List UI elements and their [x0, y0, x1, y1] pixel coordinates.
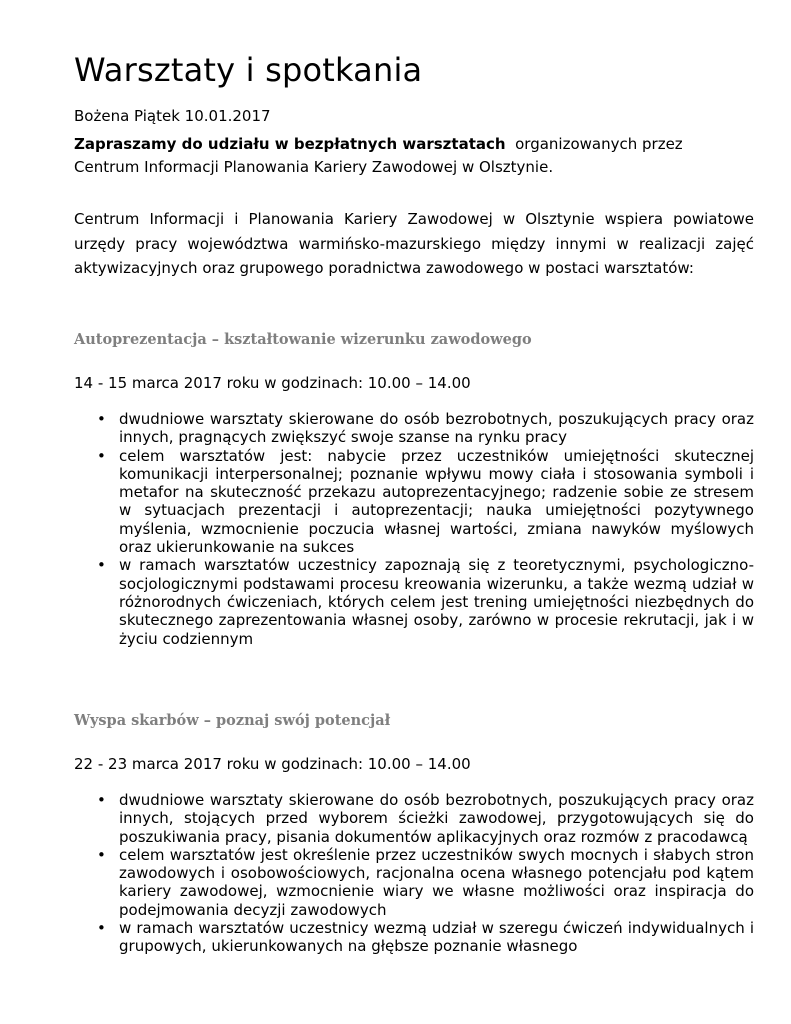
list-item: [74, 919, 754, 956]
section-date: 22 - 23 marca 2017 roku w godzinach: 10.00 – 14.00: [74, 755, 471, 773]
list-item: [74, 410, 754, 447]
bullet-list: [74, 410, 754, 648]
bullet-dot-icon: •: [97, 410, 106, 428]
list-item: [74, 556, 754, 647]
description-paragraph: Centrum Informacji i Planowania Kariery Zawodowej w Olsztynie wspiera powiatowe urzędy pracy województwa warmińsko-mazurskiego między innymi w realizacji zajęć aktywizacyjnych oraz grupowego poradnictwa zawodowego w postaci warsztatów:: [74, 210, 754, 277]
page-title: Warsztaty i spotkania: [74, 51, 423, 89]
intro-bold-text: Zapraszamy do udziału w bezpłatnych warsztatach: [74, 135, 506, 153]
bullet-list: [74, 791, 754, 956]
list-item: [74, 846, 754, 919]
intro-text: organizowanych przez: [515, 135, 683, 153]
bullet-dot-icon: •: [97, 446, 106, 465]
bullet-dot-icon: •: [97, 919, 106, 938]
bullet-dot-icon: •: [97, 845, 106, 864]
section-date: 14 - 15 marca 2017 roku w godzinach: 10.00 – 14.00: [74, 374, 471, 392]
intro-paragraph: [74, 133, 754, 179]
list-item-text: w ramach warsztatów uczestnicy wezmą udział w szeregu ćwiczeń indywidualnych i grupowych, ukierunkowanych na głębsze poznanie własnego: [119, 919, 754, 956]
section-heading-wyspa-skarbow: Wyspa skarbów – poznaj swój potencjał: [74, 712, 391, 729]
author-date-line: Bożena Piątek 10.01.2017: [74, 107, 271, 125]
list-item-text: celem warsztatów jest określenie przez uczestników swych mocnych i słabych stron zawodowych i osobowościowych, racjonalna ocena własnego potencjału pod kątem kariery zawodowej, wzmocnienie wiary we własne możliwości oraz inspiracja do podejmowania decyzji zawodowych: [119, 845, 754, 919]
list-item-text: w ramach warsztatów uczestnicy zapoznają się z teoretycznymi, psychologiczno-socjologicznymi podstawami procesu kreowania wizerunku, a także wezmą udział w różnorodnych ćwiczeniach, których celem jest trening umiejętności niezbędnych do skutecznego zaprezentowania własnej osoby, zarówno w procesie rekrutacji, jak i w życiu codziennym: [119, 556, 754, 648]
bullet-dot-icon: •: [97, 791, 106, 809]
list-item: [74, 447, 754, 557]
section-heading-autoprezentacja: Autoprezentacja – kształtowanie wizerunku zawodowego: [74, 331, 532, 348]
intro-text-line-2: Centrum Informacji Planowania Kariery Zawodowej w Olsztynie.: [74, 158, 554, 176]
list-item-text: celem warsztatów jest: nabycie przez uczestników umiejętności skutecznej komunikacji interpersonalnej; poznanie wpływu mowy ciała i stosowania symboli i metafor na skuteczność przekazu autoprezentacyjnego; radzenie sobie ze stresem w sytuacjach prezentacji i autoprezentacji; nauka umiejętności pozytywnego myślenia, wzmocnienie poczucia własnej wartości, zmiana nawyków myślowych oraz ukierunkowanie na sukces: [119, 446, 754, 557]
list-item-text: dwudniowe warsztaty skierowane do osób bezrobotnych, poszukujących pracy oraz innych, pragnących zwiększyć swoje szanse na rynku pracy: [119, 410, 754, 447]
bullet-dot-icon: •: [97, 556, 106, 575]
list-item-text: dwudniowe warsztaty skierowane do osób bezrobotnych, poszukujących pracy oraz innych, stojących przed wyborem ścieżki zawodowej, przygotowujących się do poszukiwania pracy, pisania dokumentów aplikacyjnych oraz rozmów z pracodawcą: [119, 791, 754, 846]
list-item: [74, 791, 754, 846]
